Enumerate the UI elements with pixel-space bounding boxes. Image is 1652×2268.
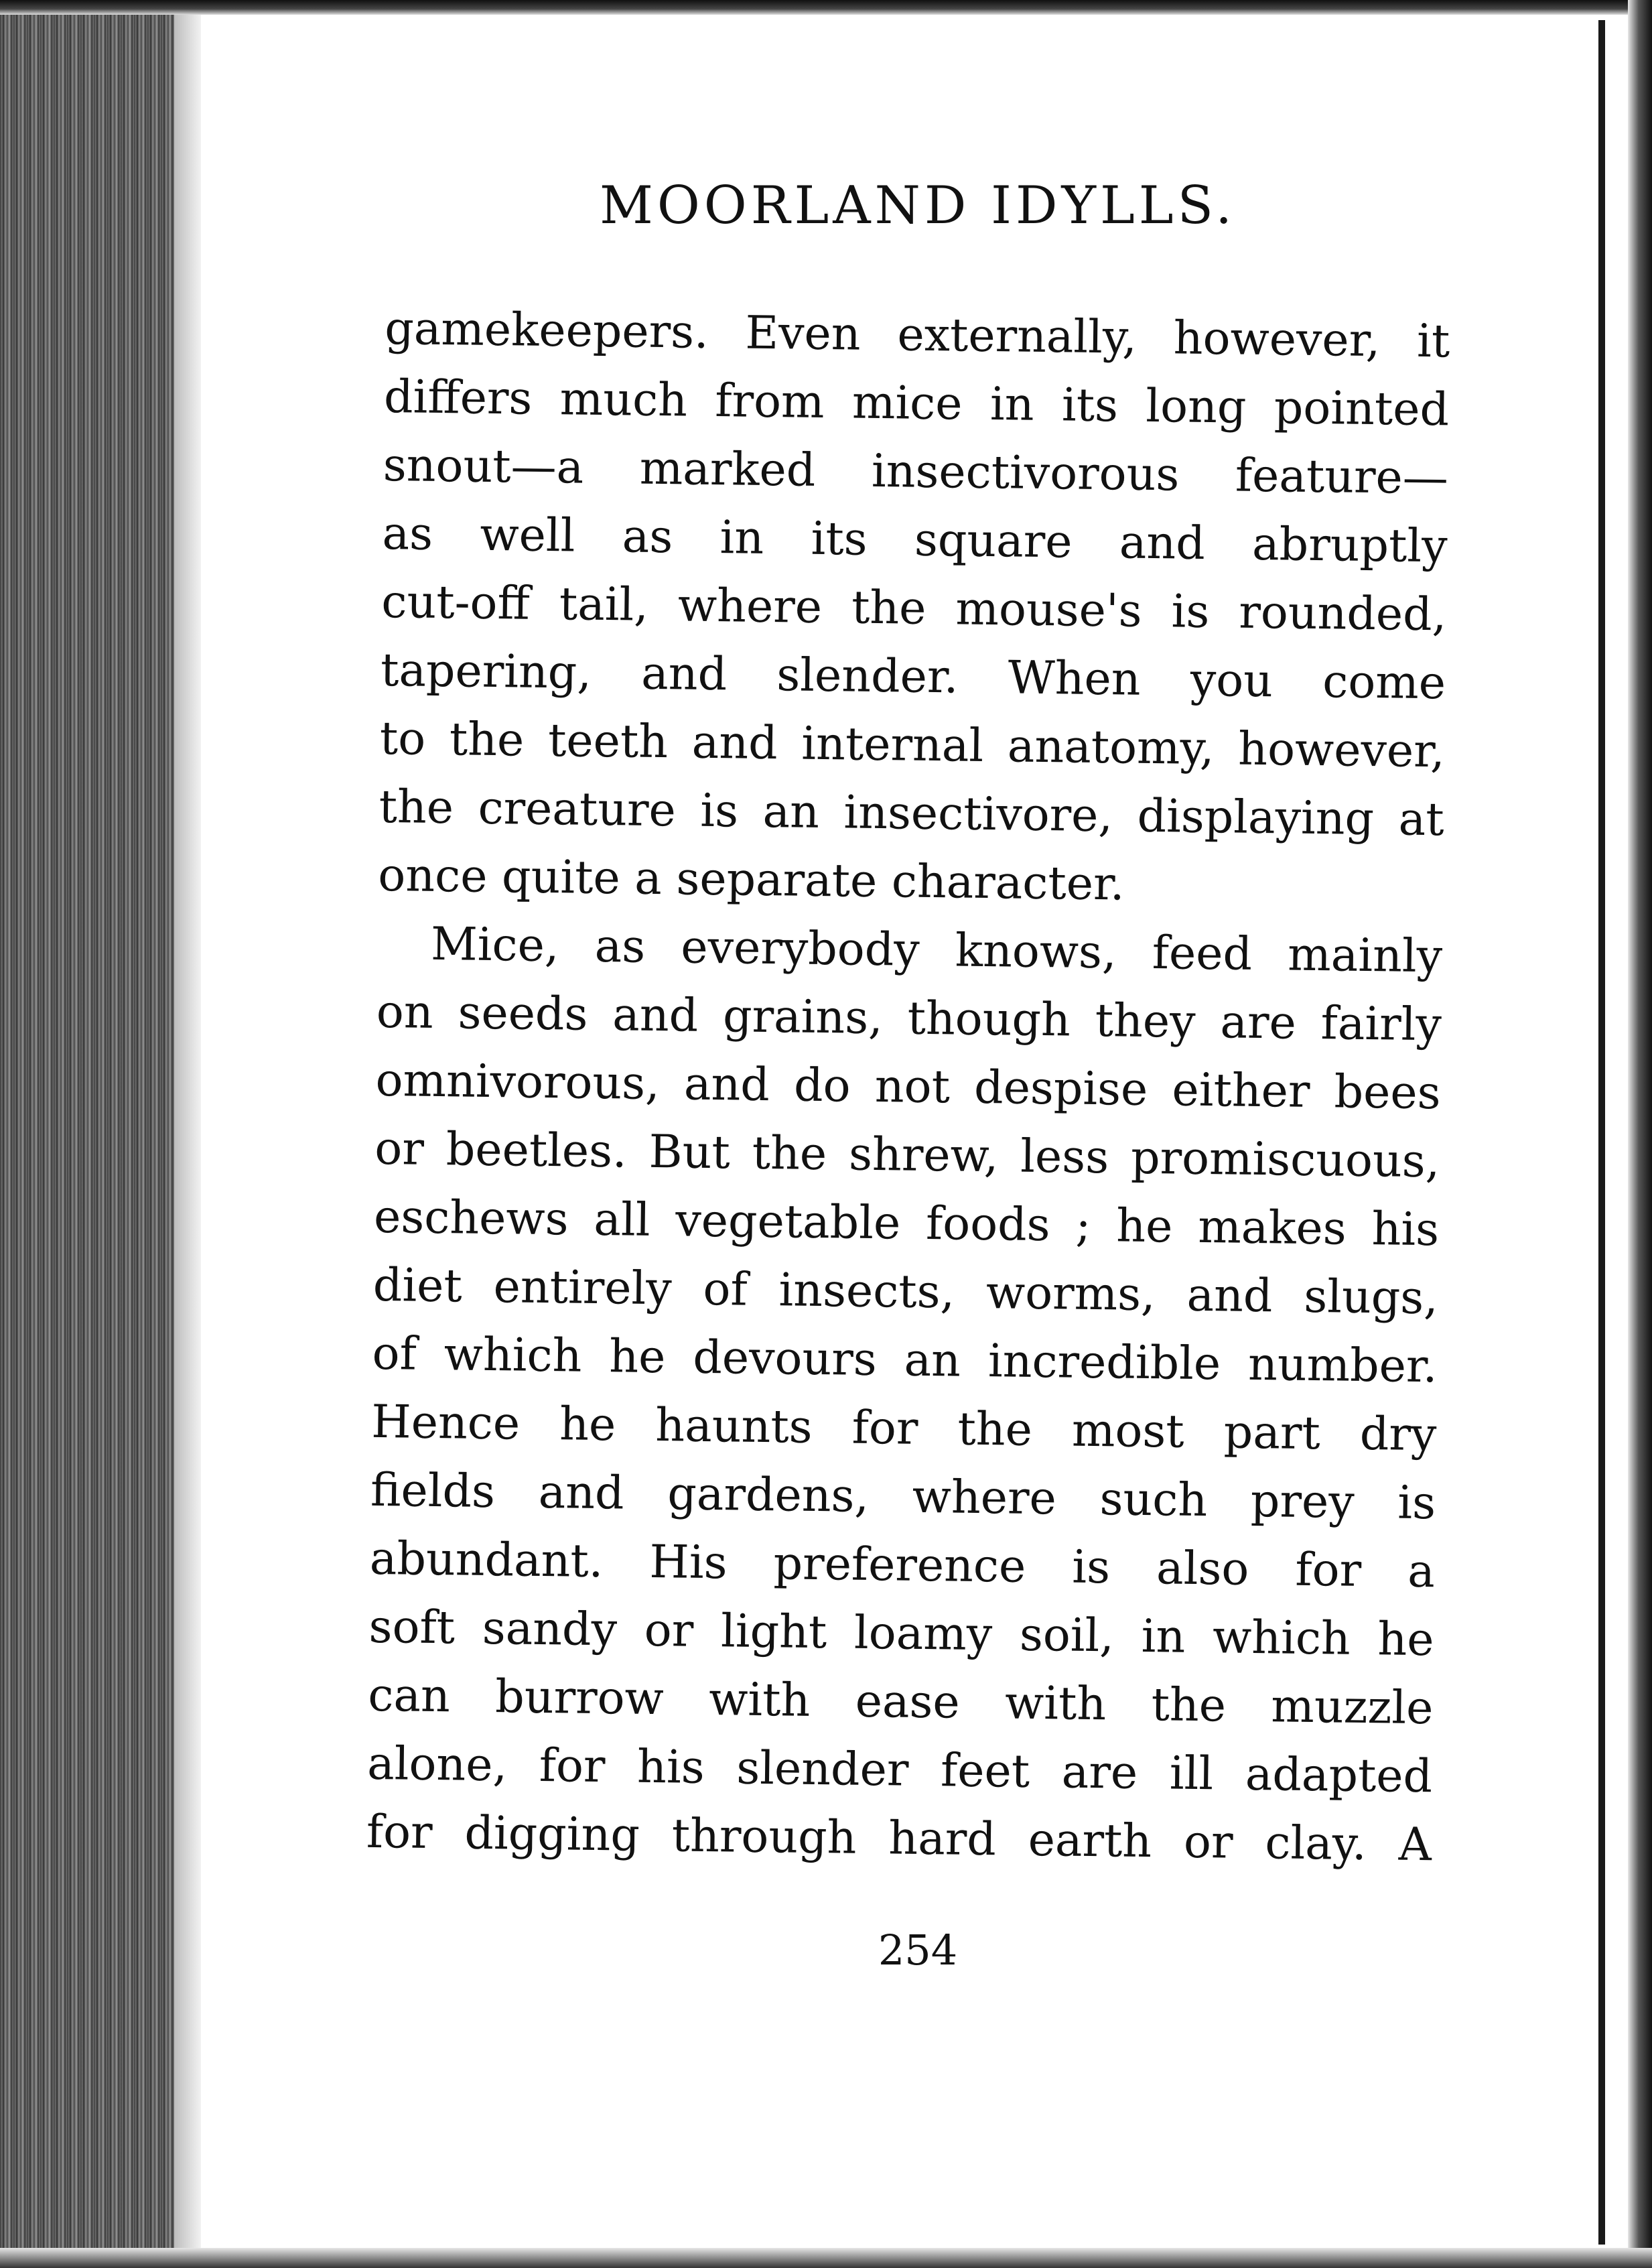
text-line: snout—a marked insectivorous feature—	[383, 438, 1449, 505]
bottom-border	[0, 2248, 1652, 2268]
text-line: fields and gardens, where such prey is	[370, 1463, 1436, 1530]
top-border	[0, 0, 1652, 15]
page-number: 254	[878, 1926, 958, 1975]
text-line: to the teeth and internal anatomy, however,	[379, 712, 1446, 779]
text-line: on seeds and grains, though they are fairly	[376, 985, 1442, 1052]
text-line: tapering, and slender. When you come	[380, 643, 1446, 710]
text-line: alone, for his slender feet are ill adapted	[366, 1737, 1433, 1804]
paragraph-2	[366, 910, 1442, 1879]
text-line: or beetles. But the shrew, less promiscuous,	[374, 1122, 1440, 1189]
binding-line	[1598, 20, 1605, 2245]
text-line: can burrow with ease with the muzzle	[367, 1668, 1434, 1735]
text-line: Hence he haunts for the most part dry	[370, 1395, 1437, 1462]
right-binding-shadow	[1628, 0, 1652, 2268]
text-line: cut-off tail, where the mouse's is rounded,	[381, 575, 1447, 642]
text-line: soft sandy or light loamy soil, in which he	[368, 1600, 1435, 1667]
running-head: MOORLAND IDYLLS.	[599, 176, 1237, 236]
text-line: abundant. His preference is also for a	[369, 1532, 1436, 1599]
text-line: omnivorous, and do not despise either bees	[375, 1053, 1442, 1120]
book-fore-edge	[0, 0, 201, 2268]
text-line: eschews all vegetable foods ; he makes his	[373, 1190, 1440, 1257]
text-line: once quite a separate character.	[377, 848, 1125, 911]
text-line: of which he devours an incredible number.	[372, 1327, 1438, 1394]
body-text	[366, 295, 1450, 1879]
text-line: for digging through hard earth or clay. A	[366, 1805, 1432, 1872]
text-line: Mice, as everybody knows, feed mainly	[430, 917, 1443, 984]
text-line: differs much from mice in its long pointed	[383, 370, 1450, 437]
text-line: diet entirely of insects, worms, and slugs,	[372, 1258, 1439, 1325]
text-line: the creature is an insectivore, displaying at	[378, 780, 1445, 847]
text-line: gamekeepers. Even externally, however, it	[384, 302, 1450, 369]
paragraph-1	[378, 295, 1450, 923]
text-line: as well as in its square and abruptly	[382, 507, 1448, 574]
